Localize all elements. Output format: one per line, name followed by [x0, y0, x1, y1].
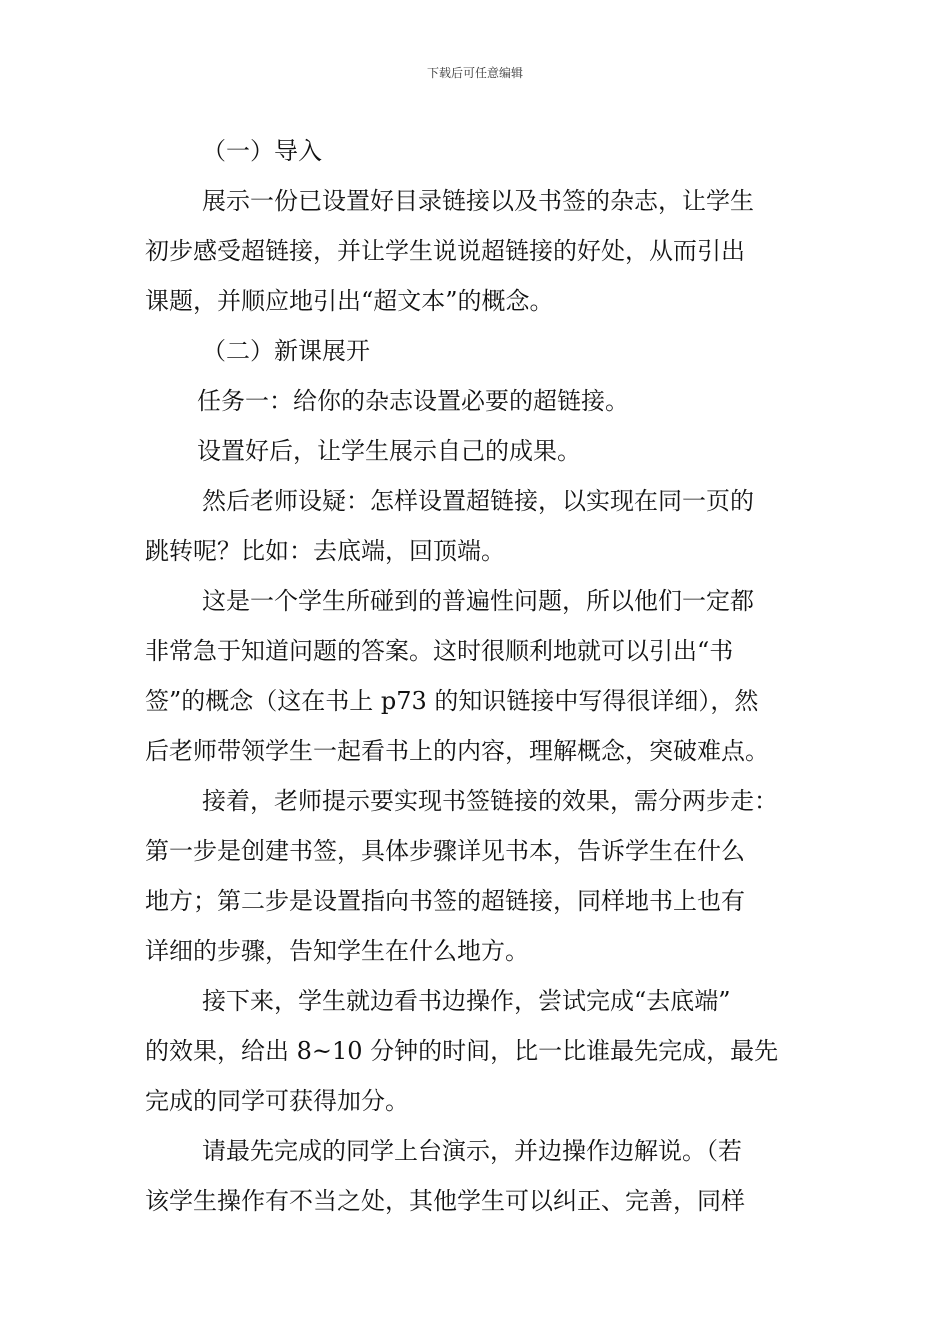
- paragraph-line: 展示一份已设置好目录链接以及书签的杂志，让学生: [202, 187, 754, 215]
- paragraph-line: 初步感受超链接，并让学生说说超链接的好处，从而引出: [145, 237, 745, 265]
- paragraph-line: 设置好后，让学生展示自己的成果。: [197, 437, 581, 465]
- paragraph-line: 地方；第二步是设置指向书签的超链接，同样地书上也有: [145, 887, 745, 915]
- paragraph-line: 接着，老师提示要实现书签链接的效果，需分两步走：: [202, 787, 778, 815]
- paragraph-line: 这是一个学生所碰到的普遍性问题，所以他们一定都: [202, 587, 754, 615]
- paragraph-line: 第一步是创建书签，具体步骤详见书本，告诉学生在什么: [145, 837, 745, 865]
- paragraph-line: 后老师带领学生一起看书上的内容，理解概念，突破难点。: [145, 737, 769, 765]
- paragraph-line: 非常急于知道问题的答案。这时很顺利地就可以引出“书: [145, 637, 734, 665]
- paragraph-line: 详细的步骤，告知学生在什么地方。: [145, 937, 529, 965]
- paragraph-line: 然后老师设疑：怎样设置超链接，以实现在同一页的: [202, 487, 754, 515]
- paragraph-line: 该学生操作有不当之处，其他学生可以纠正、完善，同样: [145, 1187, 745, 1215]
- section-heading-intro: （一）导入: [202, 137, 322, 165]
- page-header: 下载后可任意编辑: [426, 66, 523, 80]
- paragraph-line: 任务一：给你的杂志设置必要的超链接。: [197, 387, 629, 415]
- paragraph-line: 的效果，给出 8~10 分钟的时间，比一比谁最先完成，最先: [145, 1037, 779, 1065]
- paragraph-line: 跳转呢？比如：去底端，回顶端。: [145, 537, 505, 565]
- paragraph-line: 签”的概念（这在书上 p73 的知识链接中写得很详细），然: [145, 687, 759, 715]
- paragraph-line: 请最先完成的同学上台演示，并边操作边解说。（若: [202, 1137, 742, 1165]
- paragraph-line: 接下来，学生就边看书边操作，尝试完成“去底端”: [202, 987, 731, 1015]
- document-body: [145, 126, 815, 1226]
- paragraph-line: 课题，并顺应地引出“超文本”的概念。: [145, 287, 554, 315]
- section-heading-new-lesson: （二）新课展开: [202, 337, 370, 365]
- paragraph-line: 完成的同学可获得加分。: [145, 1087, 409, 1115]
